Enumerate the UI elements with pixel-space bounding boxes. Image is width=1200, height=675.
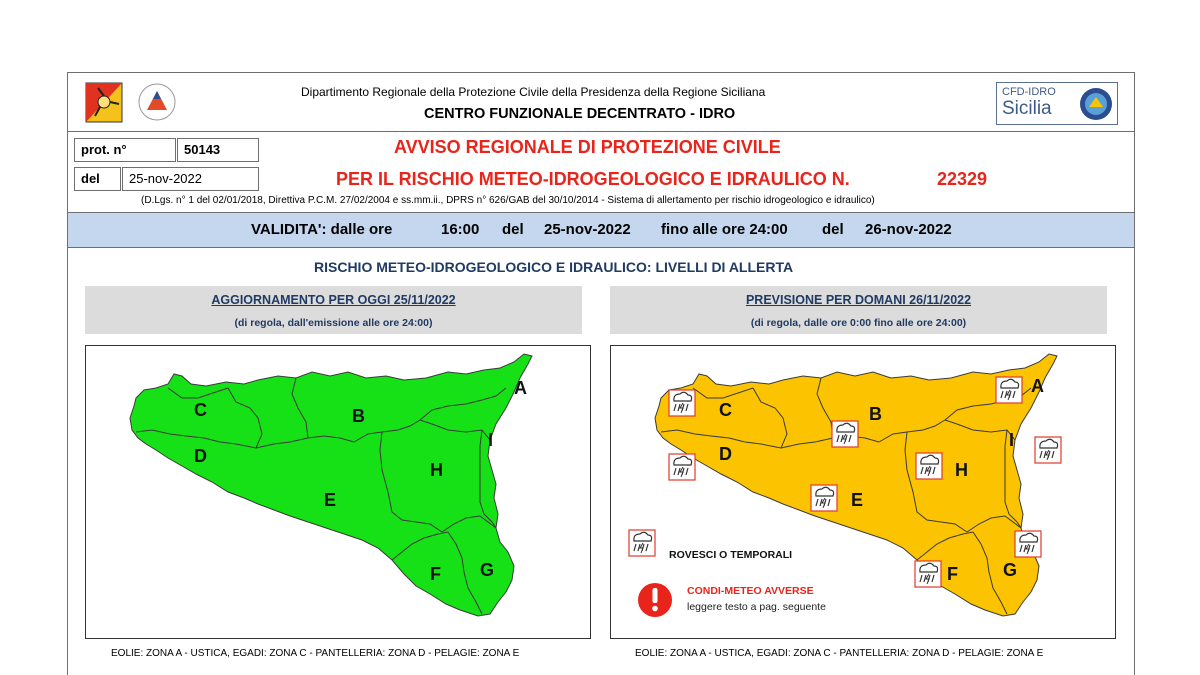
notice-number: 22329 xyxy=(937,169,988,189)
tomorrow-header xyxy=(610,286,1107,334)
today-map xyxy=(85,345,591,639)
cfd-idro-logo xyxy=(996,82,1118,125)
tomorrow-map xyxy=(610,345,1116,639)
department-name: Dipartimento Regionale della Protezione Civile della Presidenza della Regione Siciliana xyxy=(301,85,766,99)
zone-label-f: F xyxy=(430,564,441,584)
zone-label-a: A xyxy=(514,378,527,398)
protocol-date: 25-nov-2022 xyxy=(122,167,259,191)
date-label: del xyxy=(74,167,121,191)
today-title: AGGIORNAMENTO PER OGGI 25/11/2022 xyxy=(211,293,456,307)
storm-icon xyxy=(916,453,942,479)
tomorrow-subtitle: (di regola, dalle ore 0:00 fino alle ore 24:00) xyxy=(750,317,967,329)
storm-icon xyxy=(669,390,695,416)
validity-label: VALIDITA': dalle ore xyxy=(251,221,393,238)
today-footnote: EOLIE: ZONA A - USTICA, EGADI: ZONA C - PANTELLERIA: ZONA D - PELAGIE: ZONA E xyxy=(111,648,520,659)
storm-icon xyxy=(1035,437,1061,463)
cfd-logo-top-text: CFD-IDRO xyxy=(1002,86,1056,98)
cfd-logo-bottom-text: Sicilia xyxy=(1002,98,1052,119)
legend-showers-text: ROVESCI O TEMPORALI xyxy=(669,549,793,561)
zone-label-a: A xyxy=(1031,376,1044,396)
validity-del-1: del xyxy=(502,221,524,238)
validity-until: fino alle ore 24:00 xyxy=(661,221,788,238)
validity-del-2: del xyxy=(822,221,844,238)
protocol-number: 50143 xyxy=(177,138,259,162)
zone-label-d: D xyxy=(194,446,207,466)
centre-name: CENTRO FUNZIONALE DECENTRATO - IDRO xyxy=(424,106,736,122)
storm-icon xyxy=(669,454,695,480)
zone-label-e: E xyxy=(324,490,337,510)
zone-label-e: E xyxy=(851,490,864,510)
today-subtitle: (di regola, dall'emissione alle ore 24:00) xyxy=(234,317,433,329)
storm-icon xyxy=(915,561,941,587)
header xyxy=(68,73,1134,132)
protocol-label: prot. n° xyxy=(74,138,176,162)
tomorrow-footnote: EOLIE: ZONA A - USTICA, EGADI: ZONA C - PANTELLERIA: ZONA D - PELAGIE: ZONA E xyxy=(635,648,1044,659)
legend-storm-icon xyxy=(629,530,655,556)
cfd-globe-icon xyxy=(1079,87,1113,121)
zone-label-g: G xyxy=(1003,560,1018,580)
bulletin-document xyxy=(67,72,1135,675)
zone-label-f: F xyxy=(947,564,958,584)
legal-reference: (D.Lgs. n° 1 del 02/01/2018, Direttiva P.C.M. 27/02/2004 e ss.mm.ii., DPRS n° 626/GAB del 30/10/2014 - Sistema di allertamento per rischio idrogeologico e idraulico) xyxy=(141,195,875,206)
section-title: RISCHIO METEO-IDROGEOLOGICO E IDRAULICO: LIVELLI DI ALLERTA xyxy=(314,259,794,275)
today-header xyxy=(85,286,582,334)
civil-protection-seal-icon xyxy=(132,82,182,122)
map-legend xyxy=(629,530,826,617)
zone-label-h: H xyxy=(955,460,968,480)
zone-label-i: I xyxy=(1009,430,1015,450)
legend-adverse-title: CONDI-METEO AVVERSE xyxy=(687,585,814,597)
validity-band xyxy=(68,212,1134,248)
storm-icon xyxy=(996,377,1022,403)
sicily-region-shape xyxy=(130,354,532,616)
region-coat-of-arms-icon xyxy=(85,82,123,123)
storm-icon xyxy=(1015,531,1041,557)
zone-label-c: C xyxy=(719,400,732,420)
zone-label-b: B xyxy=(352,406,365,426)
storm-icon xyxy=(811,485,837,511)
notice-title-line1: AVVISO REGIONALE DI PROTEZIONE CIVILE xyxy=(394,137,781,157)
legend-adverse-text: leggere testo a pag. seguente xyxy=(687,601,826,613)
zone-label-g: G xyxy=(480,560,495,580)
tomorrow-title: PREVISIONE PER DOMANI 26/11/2022 xyxy=(745,293,972,307)
zone-label-c: C xyxy=(194,400,207,420)
validity-from-date: 25-nov-2022 xyxy=(544,221,631,238)
validity-to-date: 26-nov-2022 xyxy=(865,221,952,238)
storm-icon xyxy=(832,421,858,447)
zone-label-d: D xyxy=(719,444,732,464)
notice-title-line2: PER IL RISCHIO METEO-IDROGEOLOGICO E IDRAULICO N. xyxy=(336,169,850,189)
zone-label-i: I xyxy=(488,430,494,450)
validity-from-time: 16:00 xyxy=(441,221,480,238)
zone-label-b: B xyxy=(869,404,882,424)
zone-label-h: H xyxy=(430,460,443,480)
